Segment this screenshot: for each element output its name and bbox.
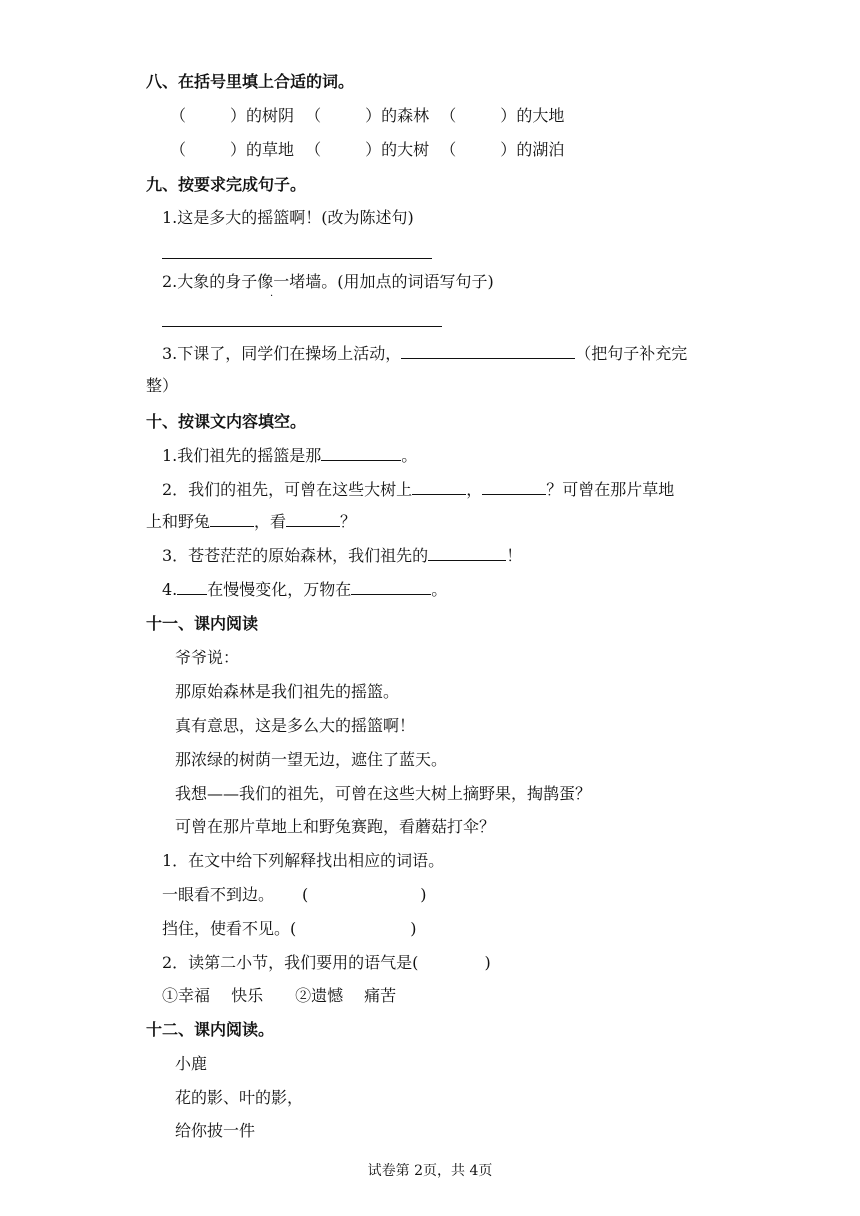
s10-question-2-cont: 上和野兔 ，看 ？ [146,512,357,531]
section-11-title: 十一、课内阅读 [146,614,259,633]
s11-options: ①幸福 快乐 ②遗憾 痛苦 [162,986,397,1005]
s10-question-4: 4. 在慢慢变化，万物在 。 [162,580,448,599]
section-10-title: 十、按课文内容填空。 [146,412,307,431]
s9-question-2: 2.大象的身子像一堵墙。(用加点的词语写句子) [162,272,494,291]
answer-line[interactable] [351,580,431,595]
page-footer: 试卷第 2页，共 4页 [367,1163,493,1179]
poem-line: 花的影、叶的影， [175,1088,304,1107]
s11-definition-2: 挡住，使看不见。( ) [162,919,417,938]
s10-question-3: 3．苍苍茫茫的原始森林，我们祖先的 ！ [162,546,523,565]
s10-question-1: 1.我们祖先的摇篮是那 。 [162,446,418,465]
section-9-title: 九、按要求完成句子。 [146,175,307,194]
answer-line[interactable] [482,480,546,495]
section-12-title: 十二、课内阅读。 [146,1020,275,1039]
s9-question-1: 1.这是多大的摇篮啊！(改为陈述句) [162,208,414,227]
section-8-title: 八、在括号里填上合适的词。 [146,72,355,91]
fill-row-2 [170,140,564,160]
poem-line: 小鹿 [175,1054,208,1073]
poem-line: 我想——我们的祖先，可曾在这些大树上摘野果，掏鹊蛋？ [175,784,592,803]
fill-item[interactable]: （ ）的湖泊 [440,140,565,159]
poem-line: 那原始森林是我们祖先的摇篮。 [175,682,400,701]
answer-line[interactable] [428,546,506,561]
poem-line: 真有意思，这是多么大的摇篮啊！ [175,716,416,735]
fill-item[interactable]: （ ）的森林 [305,106,430,125]
answer-line[interactable] [412,480,466,495]
emphasis-dot: · [270,291,274,302]
s9-question-3: 3.下课了，同学们在操场上活动， （把句子补充完 [162,344,688,363]
answer-line[interactable] [401,344,575,359]
fill-item[interactable]: （ ）的大树 [305,140,430,159]
answer-line[interactable] [177,580,207,595]
poem-line: 可曾在那片草地上和野兔赛跑，看蘑菇打伞？ [175,817,496,836]
answer-line[interactable] [210,512,254,527]
fill-item[interactable]: （ ）的树阴 [170,106,295,125]
fill-item[interactable]: （ ）的草地 [170,140,295,159]
s11-question-2: 2．读第二小节，我们要用的语气是( ) [162,953,491,972]
poem-line: 给你披一件 [175,1121,256,1140]
fill-row-1 [170,106,564,126]
s9-question-3-cont: 整） [146,376,179,395]
s10-question-2: 2．我们的祖先，可曾在这些大树上 ， ？可曾在那片草地 [162,480,675,499]
fill-item[interactable]: （ ）的大地 [440,106,565,125]
poem-line: 那浓绿的树荫一望无边，遮住了蓝天。 [175,750,448,769]
poem-line: 爷爷说： [175,648,240,667]
s11-question-1: 1．在文中给下列解释找出相应的词语。 [162,851,445,870]
answer-line[interactable] [162,312,442,327]
answer-line[interactable] [162,244,432,259]
answer-line[interactable] [321,446,401,461]
s11-definition-1: 一眼看不到边。 ( ) [162,885,427,904]
answer-line[interactable] [286,512,340,527]
